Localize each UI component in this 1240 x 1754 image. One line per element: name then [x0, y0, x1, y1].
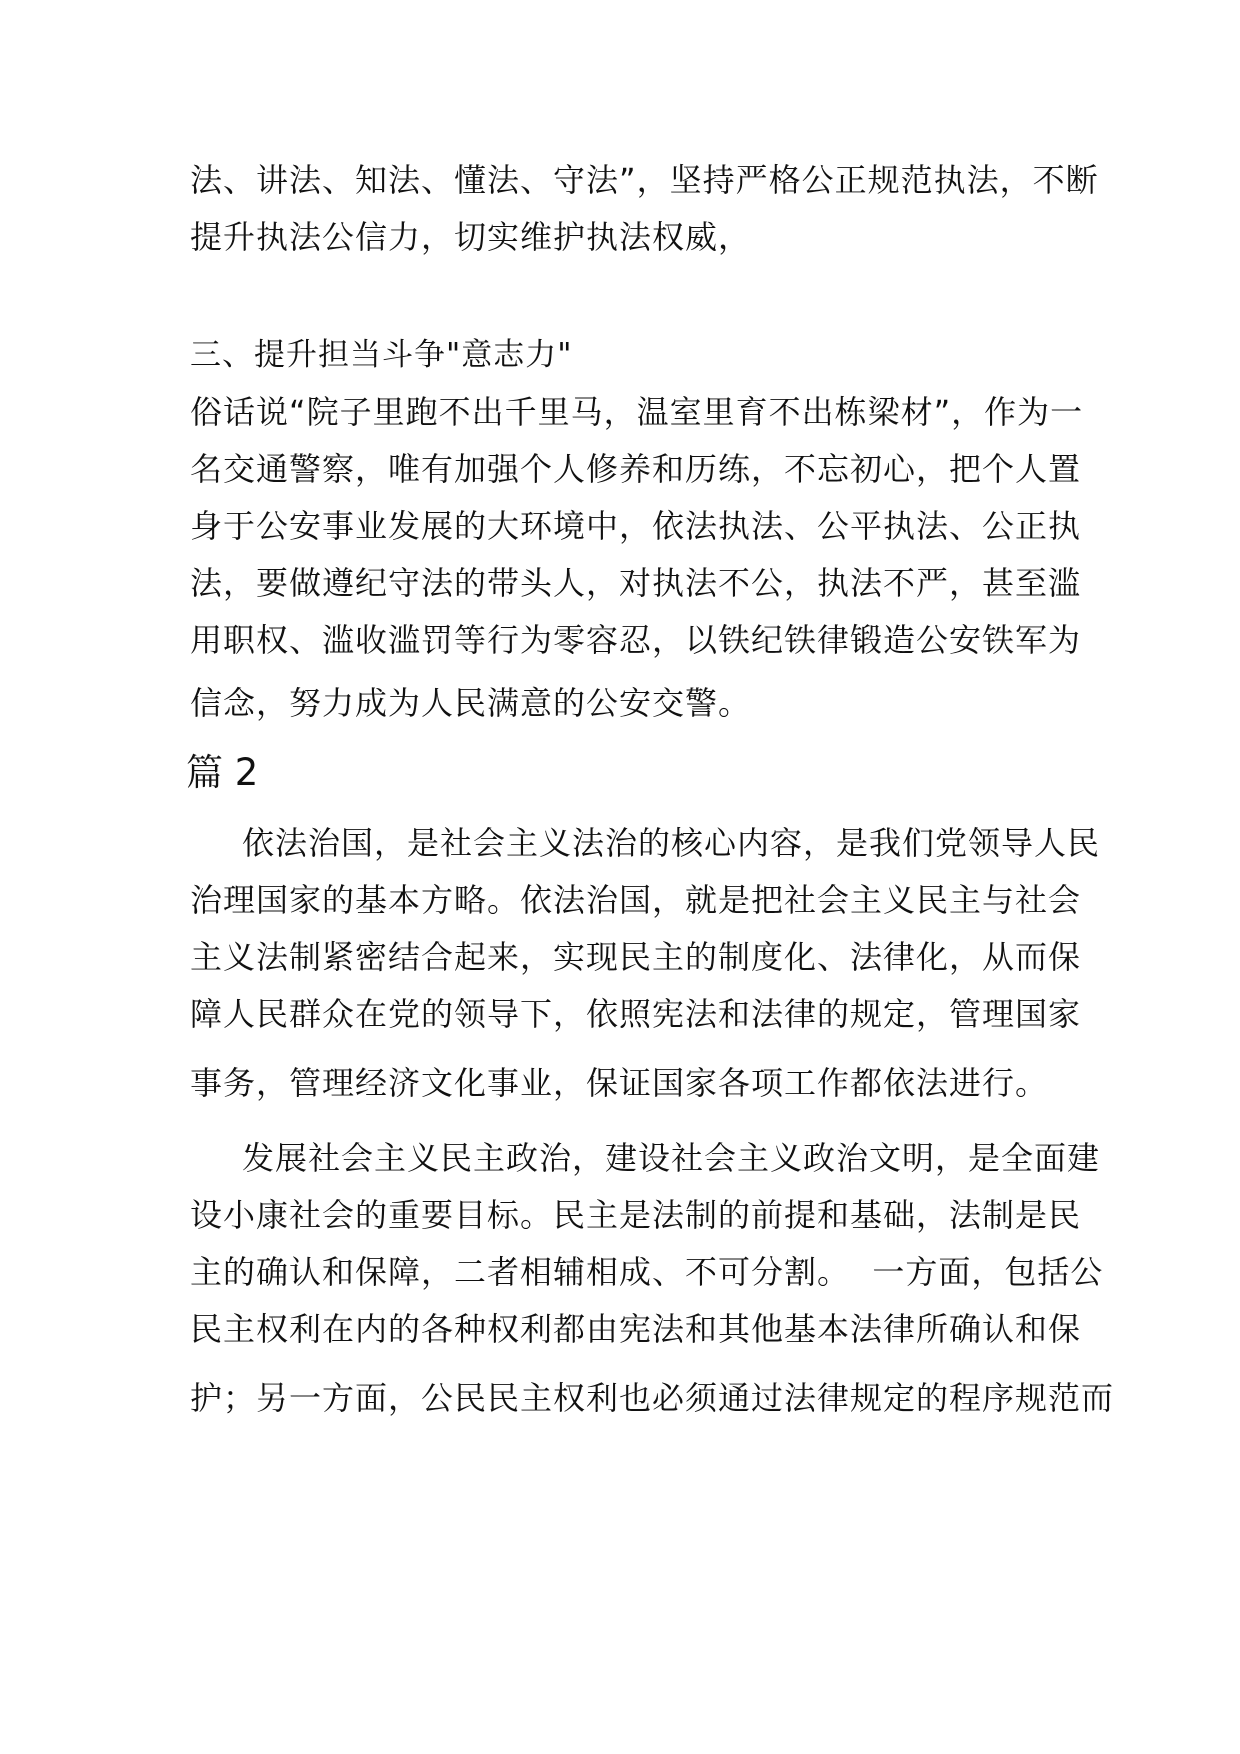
paragraph-democracy — [190, 1130, 1115, 1427]
text-line: 设小康社会的重要目标。民主是法制的前提和基础，法制是民 — [190, 1196, 1082, 1234]
text-line: 提升执法公信力，切实维护执法权威， — [190, 218, 752, 256]
text-line: 护；另一方面，公民民主权利也必须通过法律规定的程序规范而 — [190, 1379, 1115, 1417]
text-line: 名交通警察，唯有加强个人修养和历练，不忘初心，把个人置 — [190, 450, 1082, 488]
text-line: 法、讲法、知法、懂法、守法”，坚持严格公正规范执法，不断 — [190, 161, 1099, 199]
article-title-pian-2: 篇 2 — [186, 751, 259, 794]
text-line: 主的确认和保障，二者相辅相成、不可分割。 一方面，包括公 — [190, 1253, 1104, 1291]
text-line: 发展社会主义民主政治，建设社会主义政治文明，是全面建 — [242, 1139, 1101, 1177]
text-line: 治理国家的基本方略。依法治国，就是把社会主义民主与社会 — [190, 881, 1082, 919]
section-heading: 三、提升担当斗争"意志力" — [190, 337, 573, 373]
text-line: 身于公安事业发展的大环境中，依法执法、公平执法、公正执 — [190, 507, 1082, 545]
text-line: 法，要做遵纪守法的带头人，对执法不公，执法不严，甚至滥 — [190, 564, 1082, 602]
text-line: 用职权、滥收滥罚等行为零容忍，以铁纪铁律锻造公安铁军为 — [190, 621, 1082, 659]
paragraph-prev — [190, 152, 1099, 266]
text-line: 民主权利在内的各种权利都由宪法和其他基本法律所确认和保 — [190, 1310, 1082, 1348]
text-line: 事务，管理经济文化事业，保证国家各项工作都依法进行。 — [190, 1064, 1049, 1102]
text-line: 主义法制紧密结合起来，实现民主的制度化、法律化，从而保 — [190, 938, 1082, 976]
text-line: 信念，努力成为人民满意的公安交警。 — [190, 684, 752, 722]
text-line: 障人民群众在党的领导下，依照宪法和法律的规定，管理国家 — [190, 995, 1082, 1033]
section-3 — [190, 327, 1084, 732]
text-line: 依法治国，是社会主义法治的核心内容，是我们党领导人民 — [242, 824, 1101, 862]
text-line: 俗话说“院子里跑不出千里马，温室里育不出栋梁材”，作为一 — [190, 393, 1084, 431]
paragraph-rule-of-law — [190, 815, 1101, 1112]
